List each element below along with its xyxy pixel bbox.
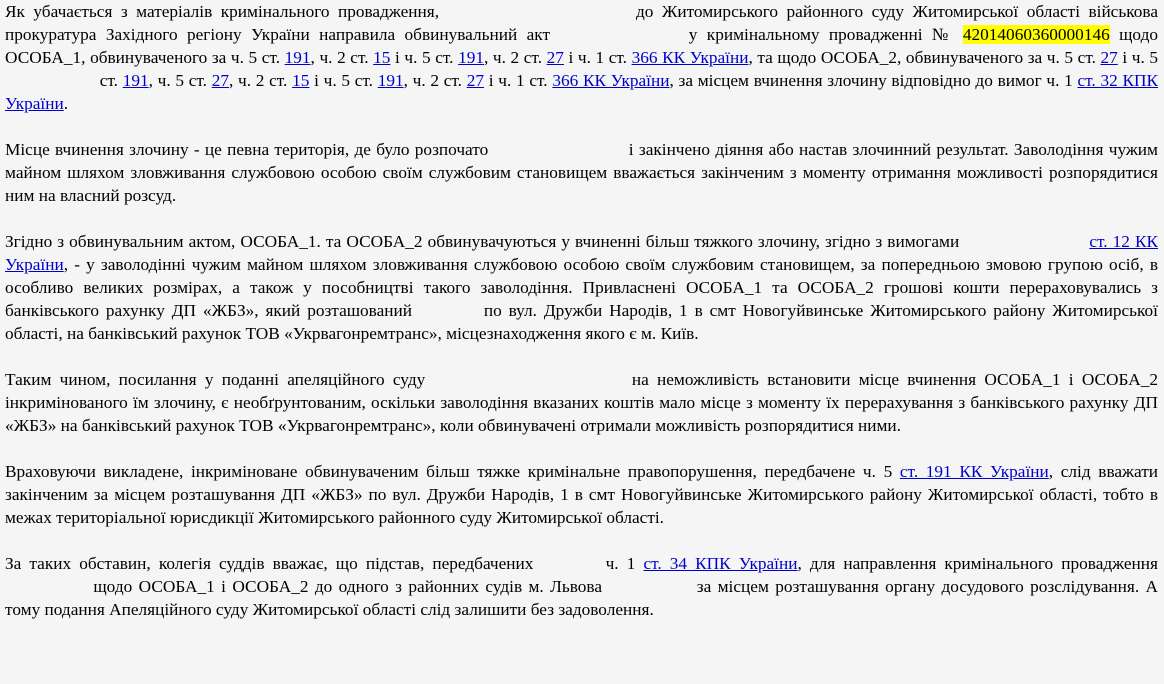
- text-run: Враховуючи викладене, інкриміноване обвинуваченим більш тяжке кримінальне правопорушення, передбачене ч. 5: [5, 462, 900, 481]
- law-article-link[interactable]: 27: [1100, 48, 1118, 67]
- text-run: , ч. 5 ст.: [148, 71, 212, 90]
- text-run: і ч. 1 ст.: [484, 71, 553, 90]
- text-run: до Житомирського районного суду Житомирської області військова прокуратура Західного регіону України направила обвинувальний акт: [5, 2, 1158, 44]
- text-run: , - у заволодінні чужим майном шляхом зловживання службовою особою своїм службовим становищем, за попередньою змовою групою осіб, в особливо великих розмірах, а також у пособництві такого заволодіння. Привласнені ОСОБА_1 та ОСОБА_2 грошові кошти перераховувались з банківського рахунку ДП «ЖБЗ», який розташований: [5, 255, 1158, 320]
- paragraph-2: [5, 138, 1158, 207]
- law-article-link[interactable]: 191: [284, 48, 311, 67]
- text-run: і ч. 5 ст.: [309, 71, 378, 90]
- text-run: , ч. 2 ст.: [229, 71, 293, 90]
- law-article-link[interactable]: ст. 34 КПК України: [643, 554, 798, 573]
- law-article-link[interactable]: 191: [122, 71, 149, 90]
- law-article-link[interactable]: 27: [546, 48, 564, 67]
- paragraph-5: [5, 460, 1158, 529]
- text-run: За таких обставин, колегія суддів вважає, що підстав, передбачених: [5, 554, 542, 573]
- paragraph-4: [5, 368, 1158, 437]
- law-article-link[interactable]: 191: [458, 48, 485, 67]
- text-run: і ч. 1 ст.: [563, 48, 632, 67]
- law-article-link[interactable]: 27: [466, 71, 485, 90]
- paragraph-1: [5, 0, 1158, 115]
- case-number-highlight: 42014060360000146: [962, 25, 1110, 44]
- text-run: за місцем розташування органу досудового розслідування. А тому подання Апеляційного суду Житомирської області слід залишити без задоволення.: [5, 577, 1158, 619]
- text-run: ч. 1: [597, 554, 644, 573]
- law-article-link[interactable]: 366 КК України: [552, 71, 670, 90]
- text-run: щодо ОСОБА_1, обвинуваченого за ч. 5 ст.: [5, 25, 1158, 67]
- text-run: і закінчено діяння або настав злочинний результат. Заволодіння чужим майном шляхом зловживання службовою особою своїм службовим становищем вважається закінченим з моменту отримання можливості розпорядитися ним на власний розсуд.: [5, 140, 1158, 205]
- text-run: .: [63, 94, 69, 113]
- text-run: , для направлення кримінального провадження: [797, 554, 1158, 573]
- paragraph-6: [5, 552, 1158, 621]
- text-run: Як убачається з матеріалів кримінального провадження,: [5, 2, 448, 21]
- text-run: Місце вчинення злочину - це певна територія, де було розпочато: [5, 140, 494, 159]
- law-article-link[interactable]: 15: [373, 48, 391, 67]
- law-article-link[interactable]: ст. 12 КК України: [5, 232, 1158, 274]
- text-run: ст.: [95, 71, 123, 90]
- law-article-link[interactable]: 27: [211, 71, 229, 90]
- law-article-link[interactable]: 191: [377, 71, 404, 90]
- law-article-link[interactable]: 366 КК України: [631, 48, 749, 67]
- law-article-link[interactable]: 15: [292, 71, 310, 90]
- text-run: , ч. 2 ст.: [310, 48, 374, 67]
- paragraph-3: [5, 230, 1158, 345]
- text-run: і ч. 5 ст.: [390, 48, 459, 67]
- text-run: , за місцем вчинення злочину відповідно до вимог ч. 1: [669, 71, 1078, 90]
- text-run: , та щодо ОСОБА_2, обвинуваченого за ч. 5 ст.: [748, 48, 1101, 67]
- text-run: , слід вважати закінченим за місцем розташування ДП «ЖБЗ» по вул. Дружби Народів, 1 в смт Новогуйвинське Житомирського району Житомирської області, тобто в межах територіальної юрисдикції Житомирського районного суду Житомирської області.: [5, 462, 1159, 527]
- law-article-link[interactable]: ст. 191 КК України: [899, 462, 1049, 481]
- law-article-link[interactable]: ст. 32 КПК України: [5, 71, 1158, 113]
- text-run: , ч. 2 ст.: [484, 48, 547, 67]
- text-run: щодо ОСОБА_1 і ОСОБА_2 до одного з районних судів м. Львова: [87, 577, 609, 596]
- text-run: Згідно з обвинувальним актом, ОСОБА_1. та ОСОБА_2 обвинувачуються у вчиненні більш тяжкого злочину, згідно з вимогами: [5, 232, 965, 251]
- text-run: , ч. 2 ст.: [403, 71, 467, 90]
- text-run: у кримінальному провадженні №: [679, 25, 963, 44]
- text-run: і ч. 5: [1117, 48, 1158, 67]
- text-run: по вул. Дружби Народів, 1 в смт Новогуйвинське Житомирського району Житомирської області, на банківський рахунок ТОВ «Укрвагонремтранс», місцезнаходження якого є м. Київ.: [5, 301, 1158, 343]
- text-run: Таким чином, посилання у поданні апеляційного суду: [5, 370, 434, 389]
- text-run: на неможливість встановити місце вчинення ОСОБА_1 і ОСОБА_2 інкримінованого їм злочину, є необґрунтованим, оскільки заволодіння вказаних коштів мало місце з моменту їх перерахування з банківського рахунку ДП «ЖБЗ» на банківський рахунок ТОВ «Укрвагонремтранс», коли обвинувачені отримали можливість розпорядитися ними.: [5, 370, 1158, 435]
